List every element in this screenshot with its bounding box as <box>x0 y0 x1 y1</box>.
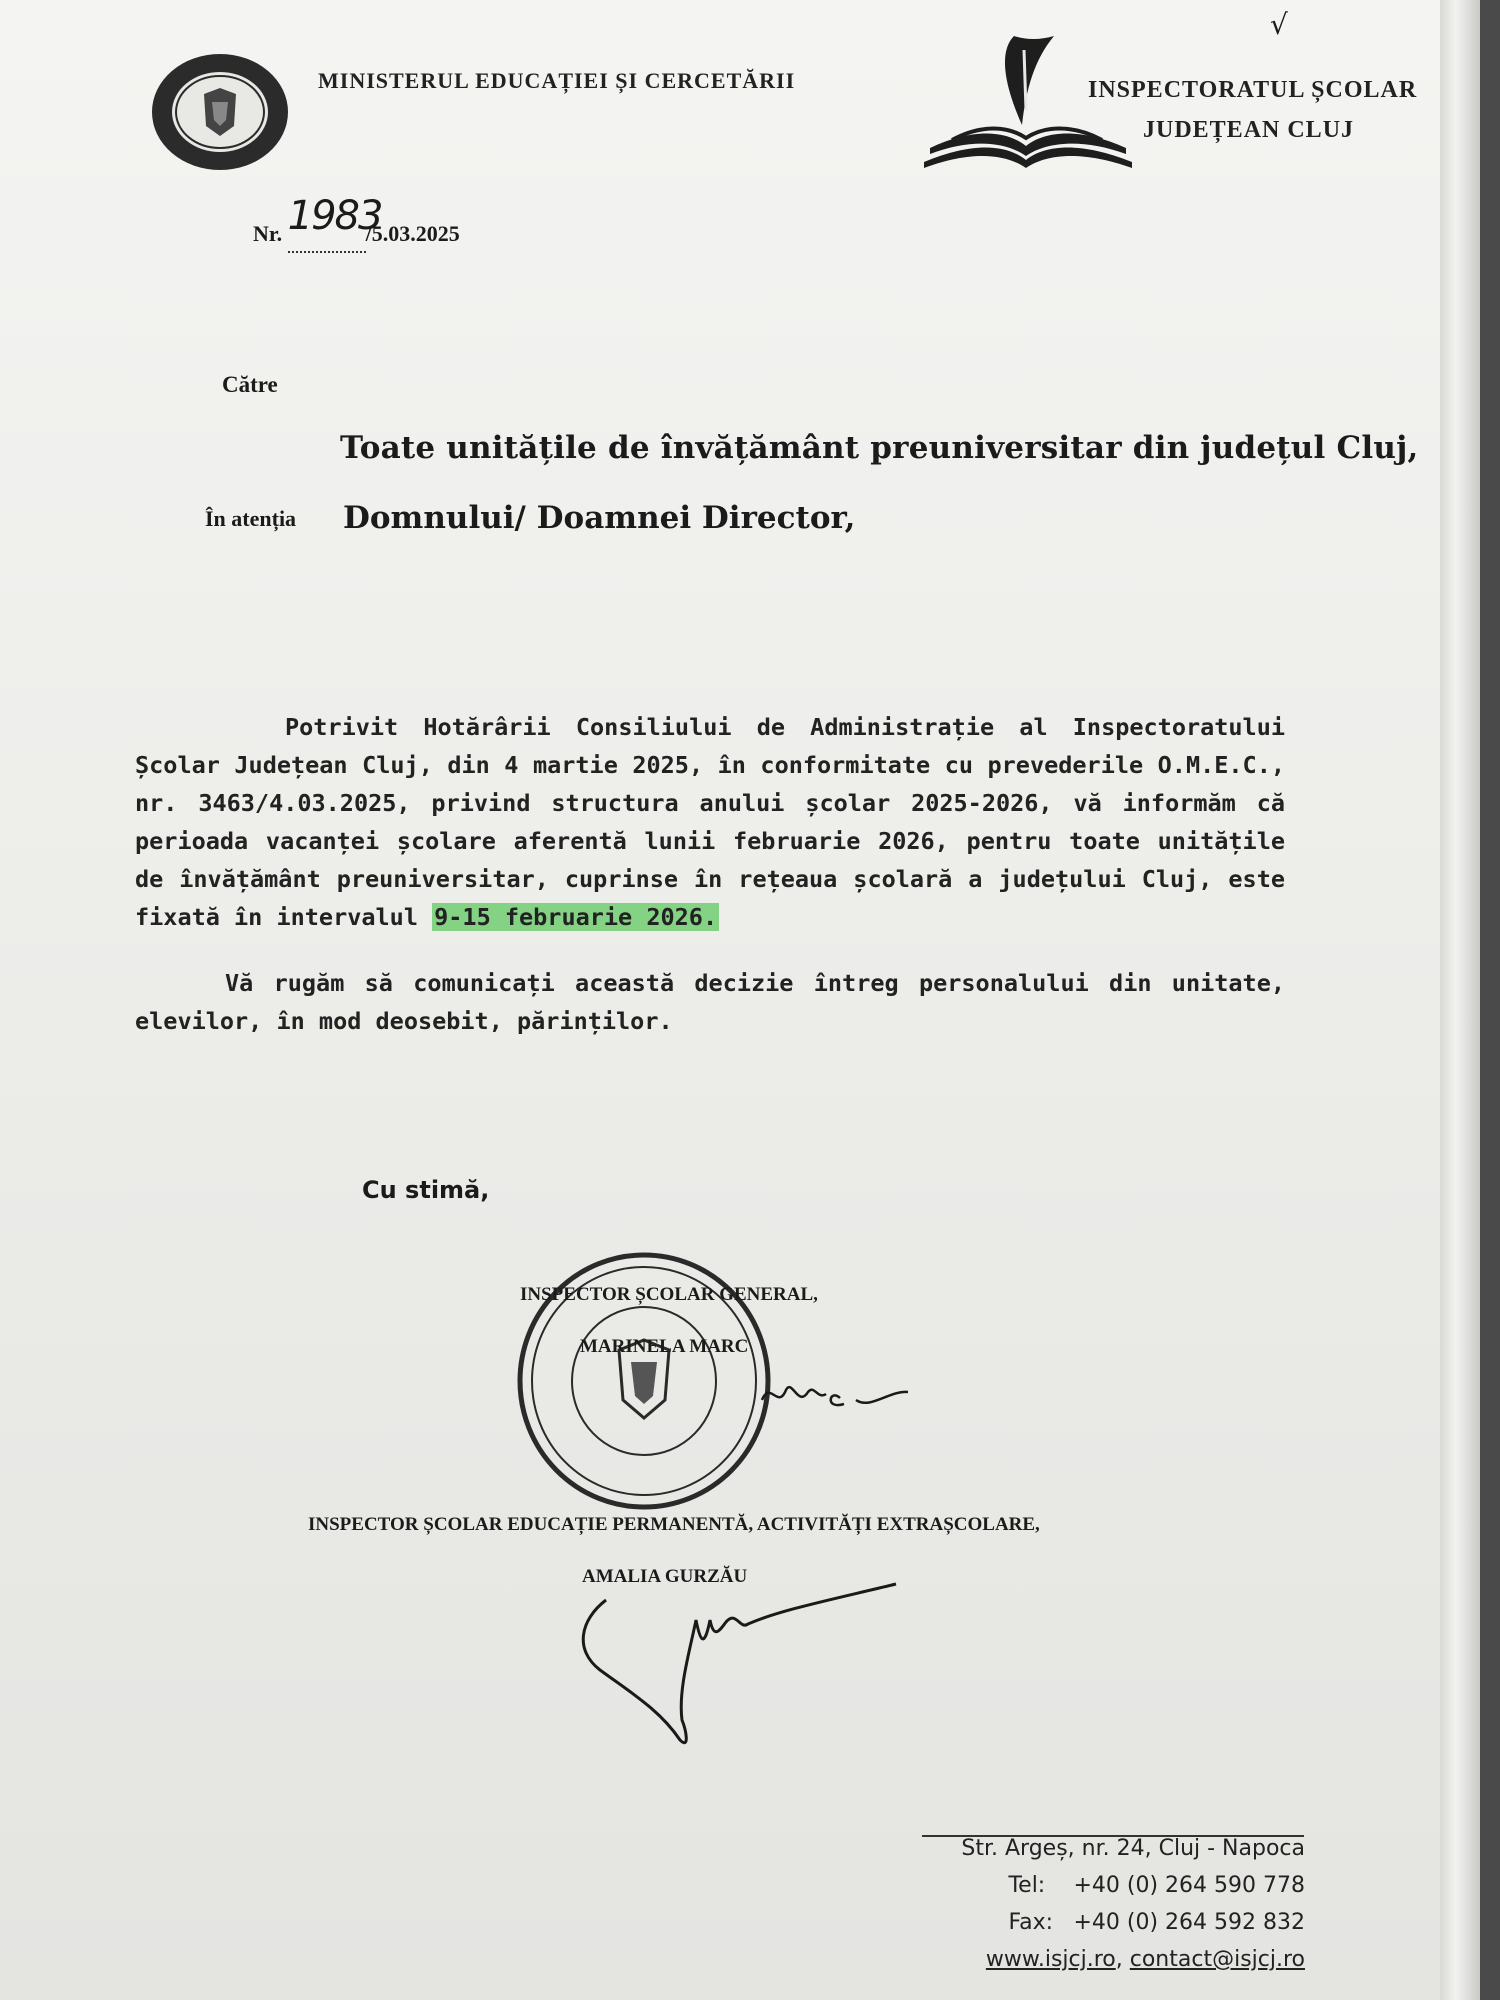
footer-address: Str. Argeș, nr. 24, Cluj - Napoca <box>961 1836 1305 1861</box>
email-link[interactable]: contact@isjcj.ro <box>1129 1947 1305 1972</box>
attention-label: În atenția <box>205 506 297 531</box>
attention-value: Domnului/ Doamnei Director, <box>343 500 856 536</box>
registration-number <box>253 193 460 253</box>
footer-fax-label: Fax: <box>1008 1910 1054 1935</box>
inspectorate-name-line1: INSPECTORATUL ȘCOLAR <box>1088 77 1418 103</box>
body-paragraph-2 <box>135 964 1285 1040</box>
footer-tel-value: +40 (0) 264 590 778 <box>1073 1873 1305 1898</box>
registration-prefix: Nr. <box>253 221 283 246</box>
highlighted-dates: 9-15 februarie 2026. <box>434 903 718 931</box>
body-paragraph-2-text: Vă rugăm să comunicați această decizie întreg personalului din unitate, elevilor, în mod deosebit, părinților. <box>135 969 1285 1035</box>
signatory-2-name: AMALIA GURZĂU <box>582 1566 748 1587</box>
handwritten-checkmark: √ <box>1270 8 1288 41</box>
inspectorate-name-line2: JUDEȚEAN CLUJ <box>1143 117 1355 143</box>
registration-number-handwritten: 1983 <box>287 193 382 239</box>
signatory-2-title: INSPECTOR ȘCOLAR EDUCAȚIE PERMANENTĂ, ACTIVITĂȚI EXTRAȘCOLARE, <box>308 1514 1040 1535</box>
ministry-name: MINISTERUL EDUCAȚIEI ȘI CERCETĂRII <box>318 68 796 93</box>
to-label: Către <box>222 372 278 397</box>
footer-tel <box>920 1867 1305 1904</box>
signatory-1-title: INSPECTOR ȘCOLAR GENERAL, <box>520 1284 818 1305</box>
contact-footer <box>920 1830 1305 1978</box>
footer-web: www.isjcj.ro, contact@isjcj.ro <box>985 1947 1305 1972</box>
signatory-1-name: MARINELA MARC <box>580 1336 749 1357</box>
government-seal-icon <box>148 50 292 174</box>
page-edge-shadow <box>1440 0 1480 2000</box>
closing-salutation: Cu stimă, <box>362 1176 490 1204</box>
registration-date: /5.03.2025 <box>365 221 460 246</box>
body-paragraph-1-text: Potrivit Hotărârii Consiliului de Administrație al Inspectoratului Școlar Județean Cluj, din 4 martie 2025, în conformitate cu prevederile O.M.E.C., nr. 3463/4.03.2025, privind structura anului școlar 2025-2026, vă informăm că perioada vacanței școlare aferentă lunii februarie 2026, pentru toate unitățile de învățământ preuniversitar, cuprinse în rețeaua școlară a județului Cluj, este fixată în intervalul <box>135 713 1285 931</box>
website-link[interactable]: www.isjcj.ro <box>985 1947 1116 1972</box>
footer-fax <box>920 1904 1305 1941</box>
letter-body <box>135 708 1285 1068</box>
body-paragraph-1 <box>135 708 1285 936</box>
inspectorate-name <box>1088 70 1417 150</box>
signature-1-icon <box>760 1370 910 1430</box>
recipients-line: Toate unitățile de învățământ preuniversitar din județul Cluj, <box>340 430 1419 466</box>
footer-tel-label: Tel: <box>1008 1873 1046 1898</box>
footer-fax-value: +40 (0) 264 592 832 <box>1073 1910 1305 1935</box>
signature-2-icon <box>570 1580 900 1750</box>
